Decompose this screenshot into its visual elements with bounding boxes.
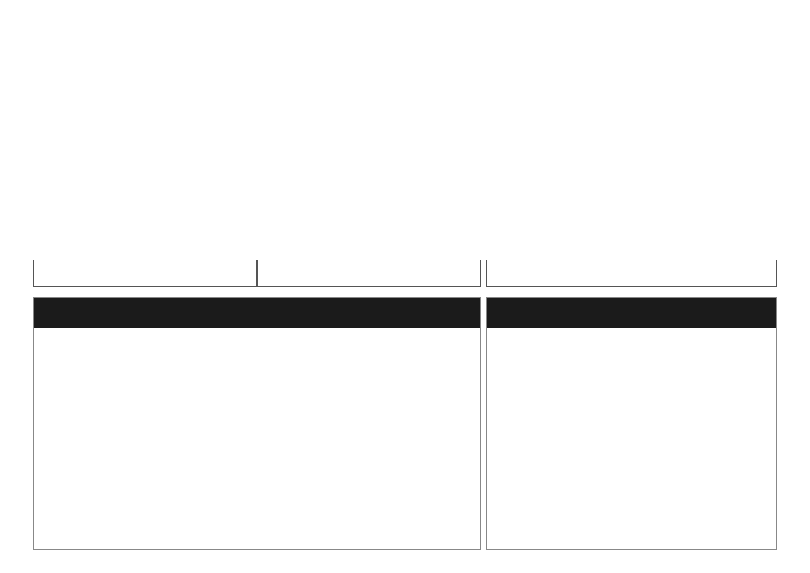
- monitor-header: [34, 298, 480, 328]
- monitor-connector-right: [256, 260, 481, 287]
- monitor-panel: [33, 297, 481, 550]
- evaluate-panel: [486, 297, 777, 550]
- evaluate-header: [487, 298, 776, 328]
- evaluate-connector: [486, 260, 777, 287]
- logic-model-chevrons: [0, 0, 810, 165]
- monitor-connector-left: [33, 260, 258, 287]
